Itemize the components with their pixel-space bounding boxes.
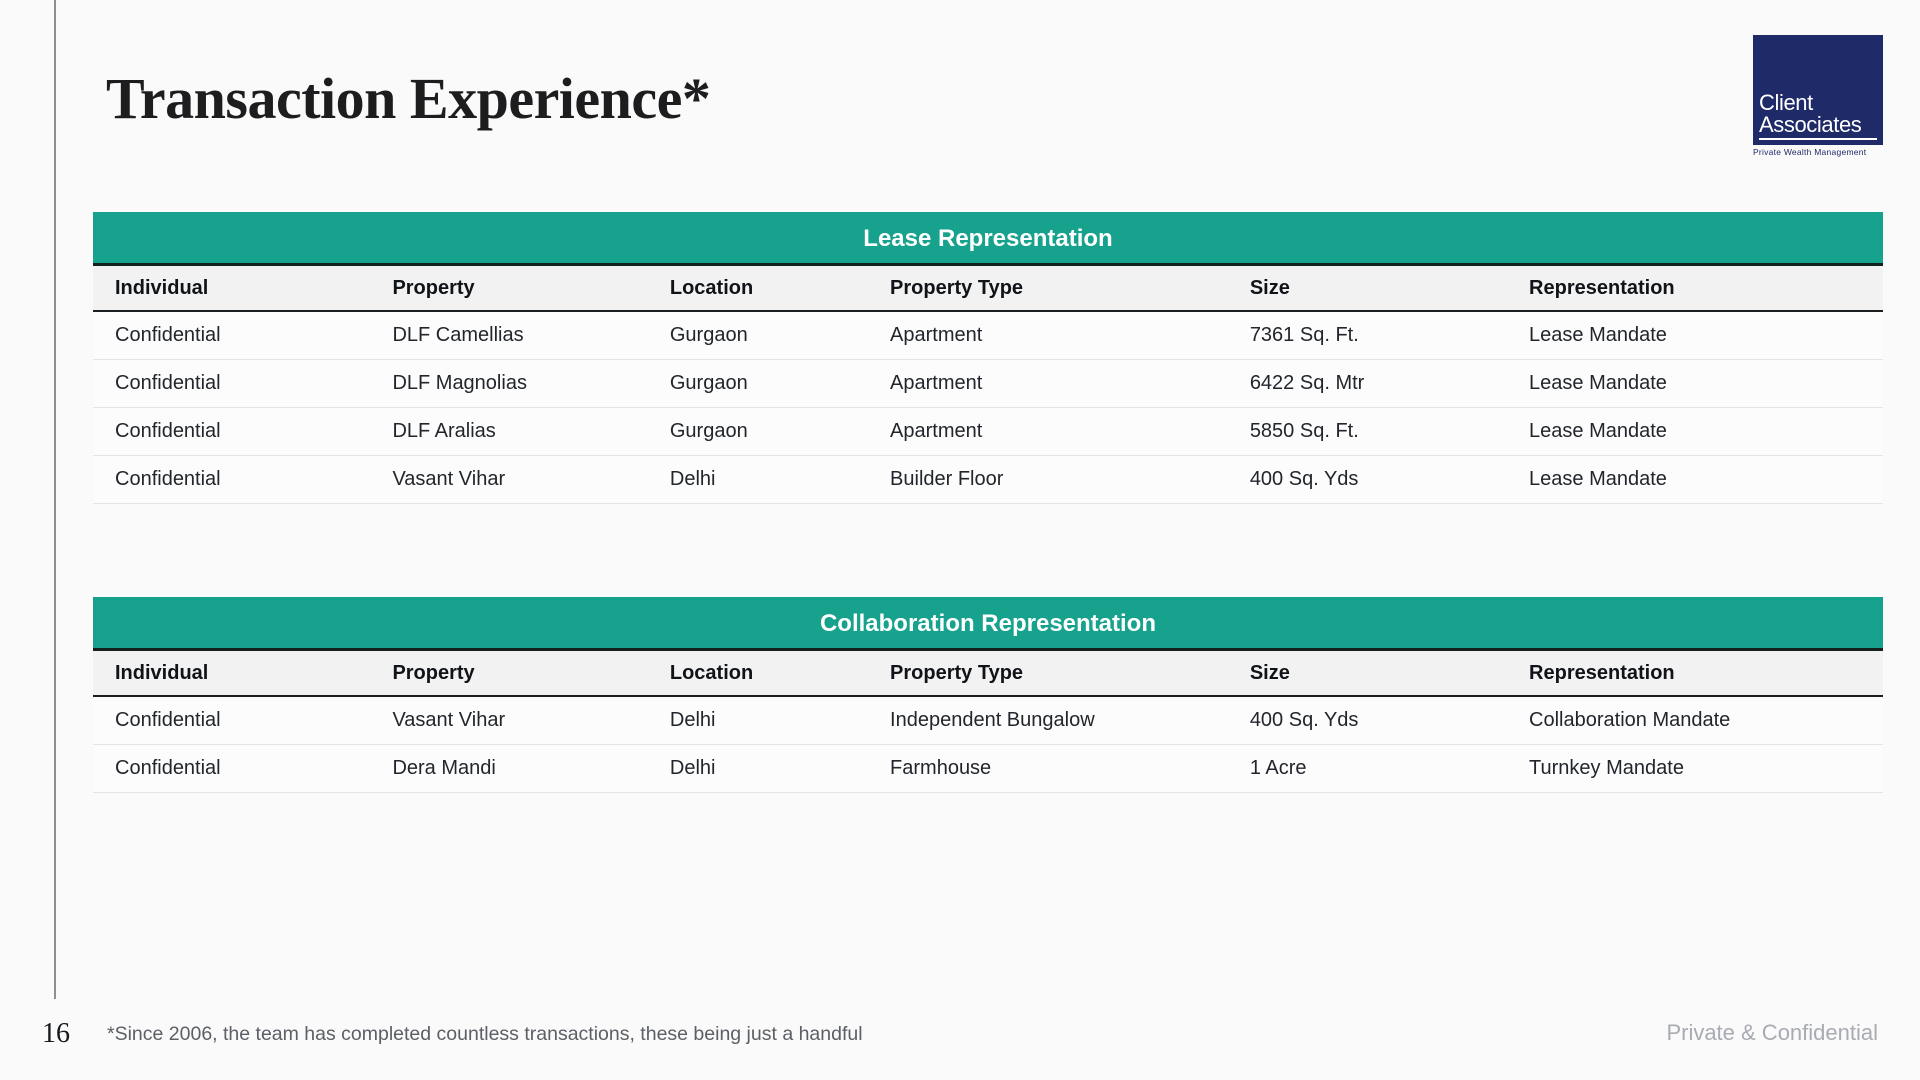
table-row xyxy=(93,311,1883,359)
table-row xyxy=(93,696,1883,744)
table-cell: Delhi xyxy=(648,744,868,792)
column-header: Property Type xyxy=(868,266,1228,311)
table-cell: Collaboration Mandate xyxy=(1507,696,1883,744)
table-cell: Vasant Vihar xyxy=(370,455,647,503)
column-header: Individual xyxy=(93,266,370,311)
table-cell: DLF Aralias xyxy=(370,407,647,455)
table-cell: Delhi xyxy=(648,696,868,744)
logo-line1: Client xyxy=(1759,90,1813,115)
table-cell: 7361 Sq. Ft. xyxy=(1228,311,1507,359)
table-cell: Confidential xyxy=(93,455,370,503)
table-cell: Confidential xyxy=(93,696,370,744)
footnote: *Since 2006, the team has completed countless transactions, these being just a handful xyxy=(107,1023,863,1045)
column-header: Location xyxy=(648,266,868,311)
table-row xyxy=(93,744,1883,792)
column-header: Individual xyxy=(93,651,370,696)
table-cell: Confidential xyxy=(93,311,370,359)
table-cell: Apartment xyxy=(868,359,1228,407)
table-row xyxy=(93,359,1883,407)
column-header: Representation xyxy=(1507,651,1883,696)
table-cell: 1 Acre xyxy=(1228,744,1507,792)
lease-representation-table xyxy=(93,212,1883,504)
logo-box xyxy=(1753,35,1883,145)
table-cell: Apartment xyxy=(868,311,1228,359)
table-cell: Gurgaon xyxy=(648,359,868,407)
header-row xyxy=(93,266,1883,311)
column-header: Property xyxy=(370,651,647,696)
data-table xyxy=(93,651,1883,793)
column-header: Location xyxy=(648,651,868,696)
column-header: Size xyxy=(1228,266,1507,311)
table-cell: Confidential xyxy=(93,359,370,407)
confidential-label: Private & Confidential xyxy=(1666,1020,1878,1045)
column-header: Property xyxy=(370,266,647,311)
table-cell: Gurgaon xyxy=(648,311,868,359)
logo-line2: Associates xyxy=(1759,114,1877,140)
table-cell: Farmhouse xyxy=(868,744,1228,792)
table-title-band: Lease Representation xyxy=(93,212,1883,266)
table-cell: Confidential xyxy=(93,744,370,792)
table-cell: Delhi xyxy=(648,455,868,503)
table-cell: 6422 Sq. Mtr xyxy=(1228,359,1507,407)
table-cell: Apartment xyxy=(868,407,1228,455)
table-cell: 400 Sq. Yds xyxy=(1228,696,1507,744)
page-title: Transaction Experience* xyxy=(106,66,711,131)
table-cell: DLF Magnolias xyxy=(370,359,647,407)
table-cell: Builder Floor xyxy=(868,455,1228,503)
table-title-band: Collaboration Representation xyxy=(93,597,1883,651)
column-header: Property Type xyxy=(868,651,1228,696)
table-cell: Gurgaon xyxy=(648,407,868,455)
logo-tagline: Private Wealth Management xyxy=(1753,147,1867,157)
table-cell: DLF Camellias xyxy=(370,311,647,359)
table-cell: 5850 Sq. Ft. xyxy=(1228,407,1507,455)
table-cell: 400 Sq. Yds xyxy=(1228,455,1507,503)
table-cell: Turnkey Mandate xyxy=(1507,744,1883,792)
table-row xyxy=(93,455,1883,503)
table-cell: Vasant Vihar xyxy=(370,696,647,744)
client-associates-logo xyxy=(1753,35,1883,157)
left-rule-line xyxy=(54,0,56,999)
table-cell: Lease Mandate xyxy=(1507,359,1883,407)
column-header: Representation xyxy=(1507,266,1883,311)
table-cell: Dera Mandi xyxy=(370,744,647,792)
header-row xyxy=(93,651,1883,696)
table-cell: Lease Mandate xyxy=(1507,455,1883,503)
table-cell: Independent Bungalow xyxy=(868,696,1228,744)
table-row xyxy=(93,407,1883,455)
table-cell: Lease Mandate xyxy=(1507,407,1883,455)
table-cell: Confidential xyxy=(93,407,370,455)
column-header: Size xyxy=(1228,651,1507,696)
table-cell: Lease Mandate xyxy=(1507,311,1883,359)
page-number: 16 xyxy=(42,1018,70,1049)
data-table xyxy=(93,266,1883,504)
collaboration-representation-table xyxy=(93,597,1883,793)
